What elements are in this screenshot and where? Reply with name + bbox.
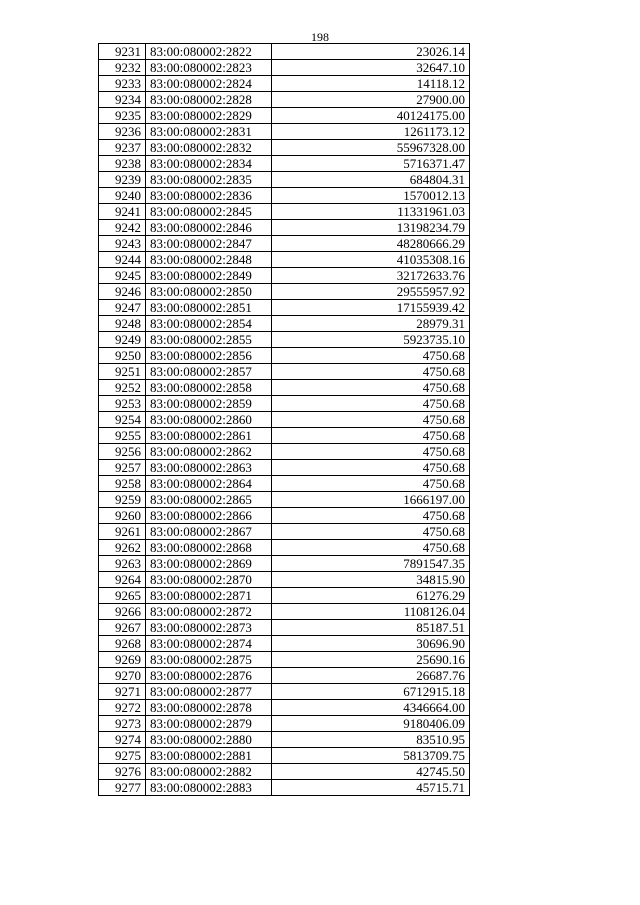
row-number-cell: 9255 [99, 428, 146, 444]
cadastral-number-cell: 83:00:080002:2868 [146, 540, 272, 556]
table-body [99, 44, 470, 796]
table-row [99, 108, 470, 124]
row-number-cell: 9272 [99, 700, 146, 716]
value-cell: 14118.12 [272, 76, 470, 92]
cadastral-number-cell: 83:00:080002:2828 [146, 92, 272, 108]
row-number-cell: 9238 [99, 156, 146, 172]
row-number-cell: 9232 [99, 60, 146, 76]
table-row [99, 252, 470, 268]
table-row [99, 700, 470, 716]
row-number-cell: 9254 [99, 412, 146, 428]
value-cell: 4750.68 [272, 364, 470, 380]
row-number-cell: 9262 [99, 540, 146, 556]
cadastral-number-cell: 83:00:080002:2854 [146, 316, 272, 332]
table-row [99, 636, 470, 652]
cadastral-number-cell: 83:00:080002:2870 [146, 572, 272, 588]
value-cell: 17155939.42 [272, 300, 470, 316]
value-cell: 5813709.75 [272, 748, 470, 764]
cadastral-number-cell: 83:00:080002:2878 [146, 700, 272, 716]
table-row [99, 428, 470, 444]
cadastral-number-cell: 83:00:080002:2882 [146, 764, 272, 780]
row-number-cell: 9233 [99, 76, 146, 92]
value-cell: 27900.00 [272, 92, 470, 108]
row-number-cell: 9236 [99, 124, 146, 140]
row-number-cell: 9265 [99, 588, 146, 604]
value-cell: 26687.76 [272, 668, 470, 684]
value-cell: 40124175.00 [272, 108, 470, 124]
row-number-cell: 9248 [99, 316, 146, 332]
cadastral-number-cell: 83:00:080002:2845 [146, 204, 272, 220]
row-number-cell: 9264 [99, 572, 146, 588]
row-number-cell: 9271 [99, 684, 146, 700]
table-row [99, 188, 470, 204]
value-cell: 4750.68 [272, 524, 470, 540]
cadastral-number-cell: 83:00:080002:2876 [146, 668, 272, 684]
table-row [99, 444, 470, 460]
value-cell: 7891547.35 [272, 556, 470, 572]
table-row [99, 572, 470, 588]
table-row [99, 732, 470, 748]
row-number-cell: 9234 [99, 92, 146, 108]
row-number-cell: 9276 [99, 764, 146, 780]
value-cell: 9180406.09 [272, 716, 470, 732]
row-number-cell: 9245 [99, 268, 146, 284]
table-row [99, 540, 470, 556]
row-number-cell: 9250 [99, 348, 146, 364]
row-number-cell: 9253 [99, 396, 146, 412]
table-row [99, 460, 470, 476]
cadastral-number-cell: 83:00:080002:2874 [146, 636, 272, 652]
table-row [99, 492, 470, 508]
table-row [99, 764, 470, 780]
row-number-cell: 9274 [99, 732, 146, 748]
cadastral-number-cell: 83:00:080002:2860 [146, 412, 272, 428]
value-cell: 29555957.92 [272, 284, 470, 300]
row-number-cell: 9270 [99, 668, 146, 684]
value-cell: 1570012.13 [272, 188, 470, 204]
cadastral-number-cell: 83:00:080002:2865 [146, 492, 272, 508]
table-row [99, 76, 470, 92]
value-cell: 4750.68 [272, 380, 470, 396]
row-number-cell: 9231 [99, 44, 146, 60]
cadastral-number-cell: 83:00:080002:2856 [146, 348, 272, 364]
cadastral-number-cell: 83:00:080002:2834 [146, 156, 272, 172]
table-row [99, 300, 470, 316]
table-row [99, 220, 470, 236]
cadastral-number-cell: 83:00:080002:2835 [146, 172, 272, 188]
row-number-cell: 9246 [99, 284, 146, 300]
cadastral-number-cell: 83:00:080002:2866 [146, 508, 272, 524]
value-cell: 30696.90 [272, 636, 470, 652]
cadastral-value-table [98, 43, 470, 796]
table-row [99, 268, 470, 284]
cadastral-number-cell: 83:00:080002:2836 [146, 188, 272, 204]
table-row [99, 380, 470, 396]
value-cell: 45715.71 [272, 780, 470, 796]
value-cell: 5923735.10 [272, 332, 470, 348]
row-number-cell: 9240 [99, 188, 146, 204]
value-cell: 25690.16 [272, 652, 470, 668]
cadastral-number-cell: 83:00:080002:2867 [146, 524, 272, 540]
cadastral-number-cell: 83:00:080002:2824 [146, 76, 272, 92]
cadastral-number-cell: 83:00:080002:2831 [146, 124, 272, 140]
cadastral-number-cell: 83:00:080002:2875 [146, 652, 272, 668]
table-row [99, 44, 470, 60]
cadastral-number-cell: 83:00:080002:2832 [146, 140, 272, 156]
table-row [99, 652, 470, 668]
table-row [99, 620, 470, 636]
row-number-cell: 9237 [99, 140, 146, 156]
cadastral-number-cell: 83:00:080002:2855 [146, 332, 272, 348]
value-cell: 23026.14 [272, 44, 470, 60]
row-number-cell: 9243 [99, 236, 146, 252]
row-number-cell: 9244 [99, 252, 146, 268]
value-cell: 1666197.00 [272, 492, 470, 508]
row-number-cell: 9263 [99, 556, 146, 572]
value-cell: 6712915.18 [272, 684, 470, 700]
table-row [99, 780, 470, 796]
row-number-cell: 9275 [99, 748, 146, 764]
value-cell: 34815.90 [272, 572, 470, 588]
table-row [99, 124, 470, 140]
row-number-cell: 9239 [99, 172, 146, 188]
cadastral-number-cell: 83:00:080002:2848 [146, 252, 272, 268]
table-row [99, 684, 470, 700]
value-cell: 42745.50 [272, 764, 470, 780]
cadastral-number-cell: 83:00:080002:2859 [146, 396, 272, 412]
row-number-cell: 9252 [99, 380, 146, 396]
cadastral-number-cell: 83:00:080002:2864 [146, 476, 272, 492]
table-row [99, 316, 470, 332]
value-cell: 4750.68 [272, 412, 470, 428]
table-row [99, 412, 470, 428]
cadastral-number-cell: 83:00:080002:2881 [146, 748, 272, 764]
value-cell: 4750.68 [272, 444, 470, 460]
row-number-cell: 9273 [99, 716, 146, 732]
value-cell: 4750.68 [272, 428, 470, 444]
cadastral-number-cell: 83:00:080002:2879 [146, 716, 272, 732]
cadastral-number-cell: 83:00:080002:2883 [146, 780, 272, 796]
value-cell: 48280666.29 [272, 236, 470, 252]
row-number-cell: 9249 [99, 332, 146, 348]
cadastral-number-cell: 83:00:080002:2861 [146, 428, 272, 444]
row-number-cell: 9247 [99, 300, 146, 316]
table-row [99, 156, 470, 172]
table-row [99, 348, 470, 364]
cadastral-number-cell: 83:00:080002:2872 [146, 604, 272, 620]
cadastral-number-cell: 83:00:080002:2873 [146, 620, 272, 636]
value-cell: 5716371.47 [272, 156, 470, 172]
value-cell: 32172633.76 [272, 268, 470, 284]
cadastral-number-cell: 83:00:080002:2862 [146, 444, 272, 460]
value-cell: 1261173.12 [272, 124, 470, 140]
value-cell: 85187.51 [272, 620, 470, 636]
value-cell: 4750.68 [272, 396, 470, 412]
cadastral-number-cell: 83:00:080002:2858 [146, 380, 272, 396]
row-number-cell: 9277 [99, 780, 146, 796]
row-number-cell: 9259 [99, 492, 146, 508]
table-row [99, 236, 470, 252]
table-row [99, 364, 470, 380]
value-cell: 4750.68 [272, 348, 470, 364]
row-number-cell: 9261 [99, 524, 146, 540]
row-number-cell: 9235 [99, 108, 146, 124]
table-row [99, 716, 470, 732]
row-number-cell: 9241 [99, 204, 146, 220]
row-number-cell: 9269 [99, 652, 146, 668]
value-cell: 4346664.00 [272, 700, 470, 716]
cadastral-number-cell: 83:00:080002:2829 [146, 108, 272, 124]
row-number-cell: 9258 [99, 476, 146, 492]
cadastral-number-cell: 83:00:080002:2849 [146, 268, 272, 284]
table-row [99, 476, 470, 492]
table-row [99, 284, 470, 300]
value-cell: 4750.68 [272, 540, 470, 556]
table-row [99, 92, 470, 108]
value-cell: 41035308.16 [272, 252, 470, 268]
table-row [99, 508, 470, 524]
value-cell: 28979.31 [272, 316, 470, 332]
table-row [99, 332, 470, 348]
value-cell: 4750.68 [272, 476, 470, 492]
cadastral-number-cell: 83:00:080002:2850 [146, 284, 272, 300]
cadastral-number-cell: 83:00:080002:2877 [146, 684, 272, 700]
table-row [99, 588, 470, 604]
cadastral-number-cell: 83:00:080002:2822 [146, 44, 272, 60]
cadastral-number-cell: 83:00:080002:2857 [146, 364, 272, 380]
value-cell: 1108126.04 [272, 604, 470, 620]
table-row [99, 524, 470, 540]
value-cell: 684804.31 [272, 172, 470, 188]
cadastral-number-cell: 83:00:080002:2880 [146, 732, 272, 748]
table-row [99, 668, 470, 684]
cadastral-number-cell: 83:00:080002:2847 [146, 236, 272, 252]
value-cell: 32647.10 [272, 60, 470, 76]
row-number-cell: 9267 [99, 620, 146, 636]
table-row [99, 748, 470, 764]
value-cell: 55967328.00 [272, 140, 470, 156]
table-row [99, 204, 470, 220]
row-number-cell: 9257 [99, 460, 146, 476]
cadastral-number-cell: 83:00:080002:2869 [146, 556, 272, 572]
value-cell: 4750.68 [272, 460, 470, 476]
table-row [99, 172, 470, 188]
value-cell: 11331961.03 [272, 204, 470, 220]
value-cell: 61276.29 [272, 588, 470, 604]
cadastral-number-cell: 83:00:080002:2846 [146, 220, 272, 236]
table-row [99, 396, 470, 412]
cadastral-number-cell: 83:00:080002:2863 [146, 460, 272, 476]
cadastral-number-cell: 83:00:080002:2871 [146, 588, 272, 604]
row-number-cell: 9242 [99, 220, 146, 236]
value-cell: 83510.95 [272, 732, 470, 748]
value-cell: 4750.68 [272, 508, 470, 524]
table-row [99, 604, 470, 620]
value-cell: 13198234.79 [272, 220, 470, 236]
page-number: 198 [311, 30, 329, 44]
table-row [99, 556, 470, 572]
row-number-cell: 9266 [99, 604, 146, 620]
row-number-cell: 9251 [99, 364, 146, 380]
row-number-cell: 9268 [99, 636, 146, 652]
table-row [99, 60, 470, 76]
cadastral-number-cell: 83:00:080002:2851 [146, 300, 272, 316]
table-row [99, 140, 470, 156]
row-number-cell: 9256 [99, 444, 146, 460]
row-number-cell: 9260 [99, 508, 146, 524]
cadastral-number-cell: 83:00:080002:2823 [146, 60, 272, 76]
